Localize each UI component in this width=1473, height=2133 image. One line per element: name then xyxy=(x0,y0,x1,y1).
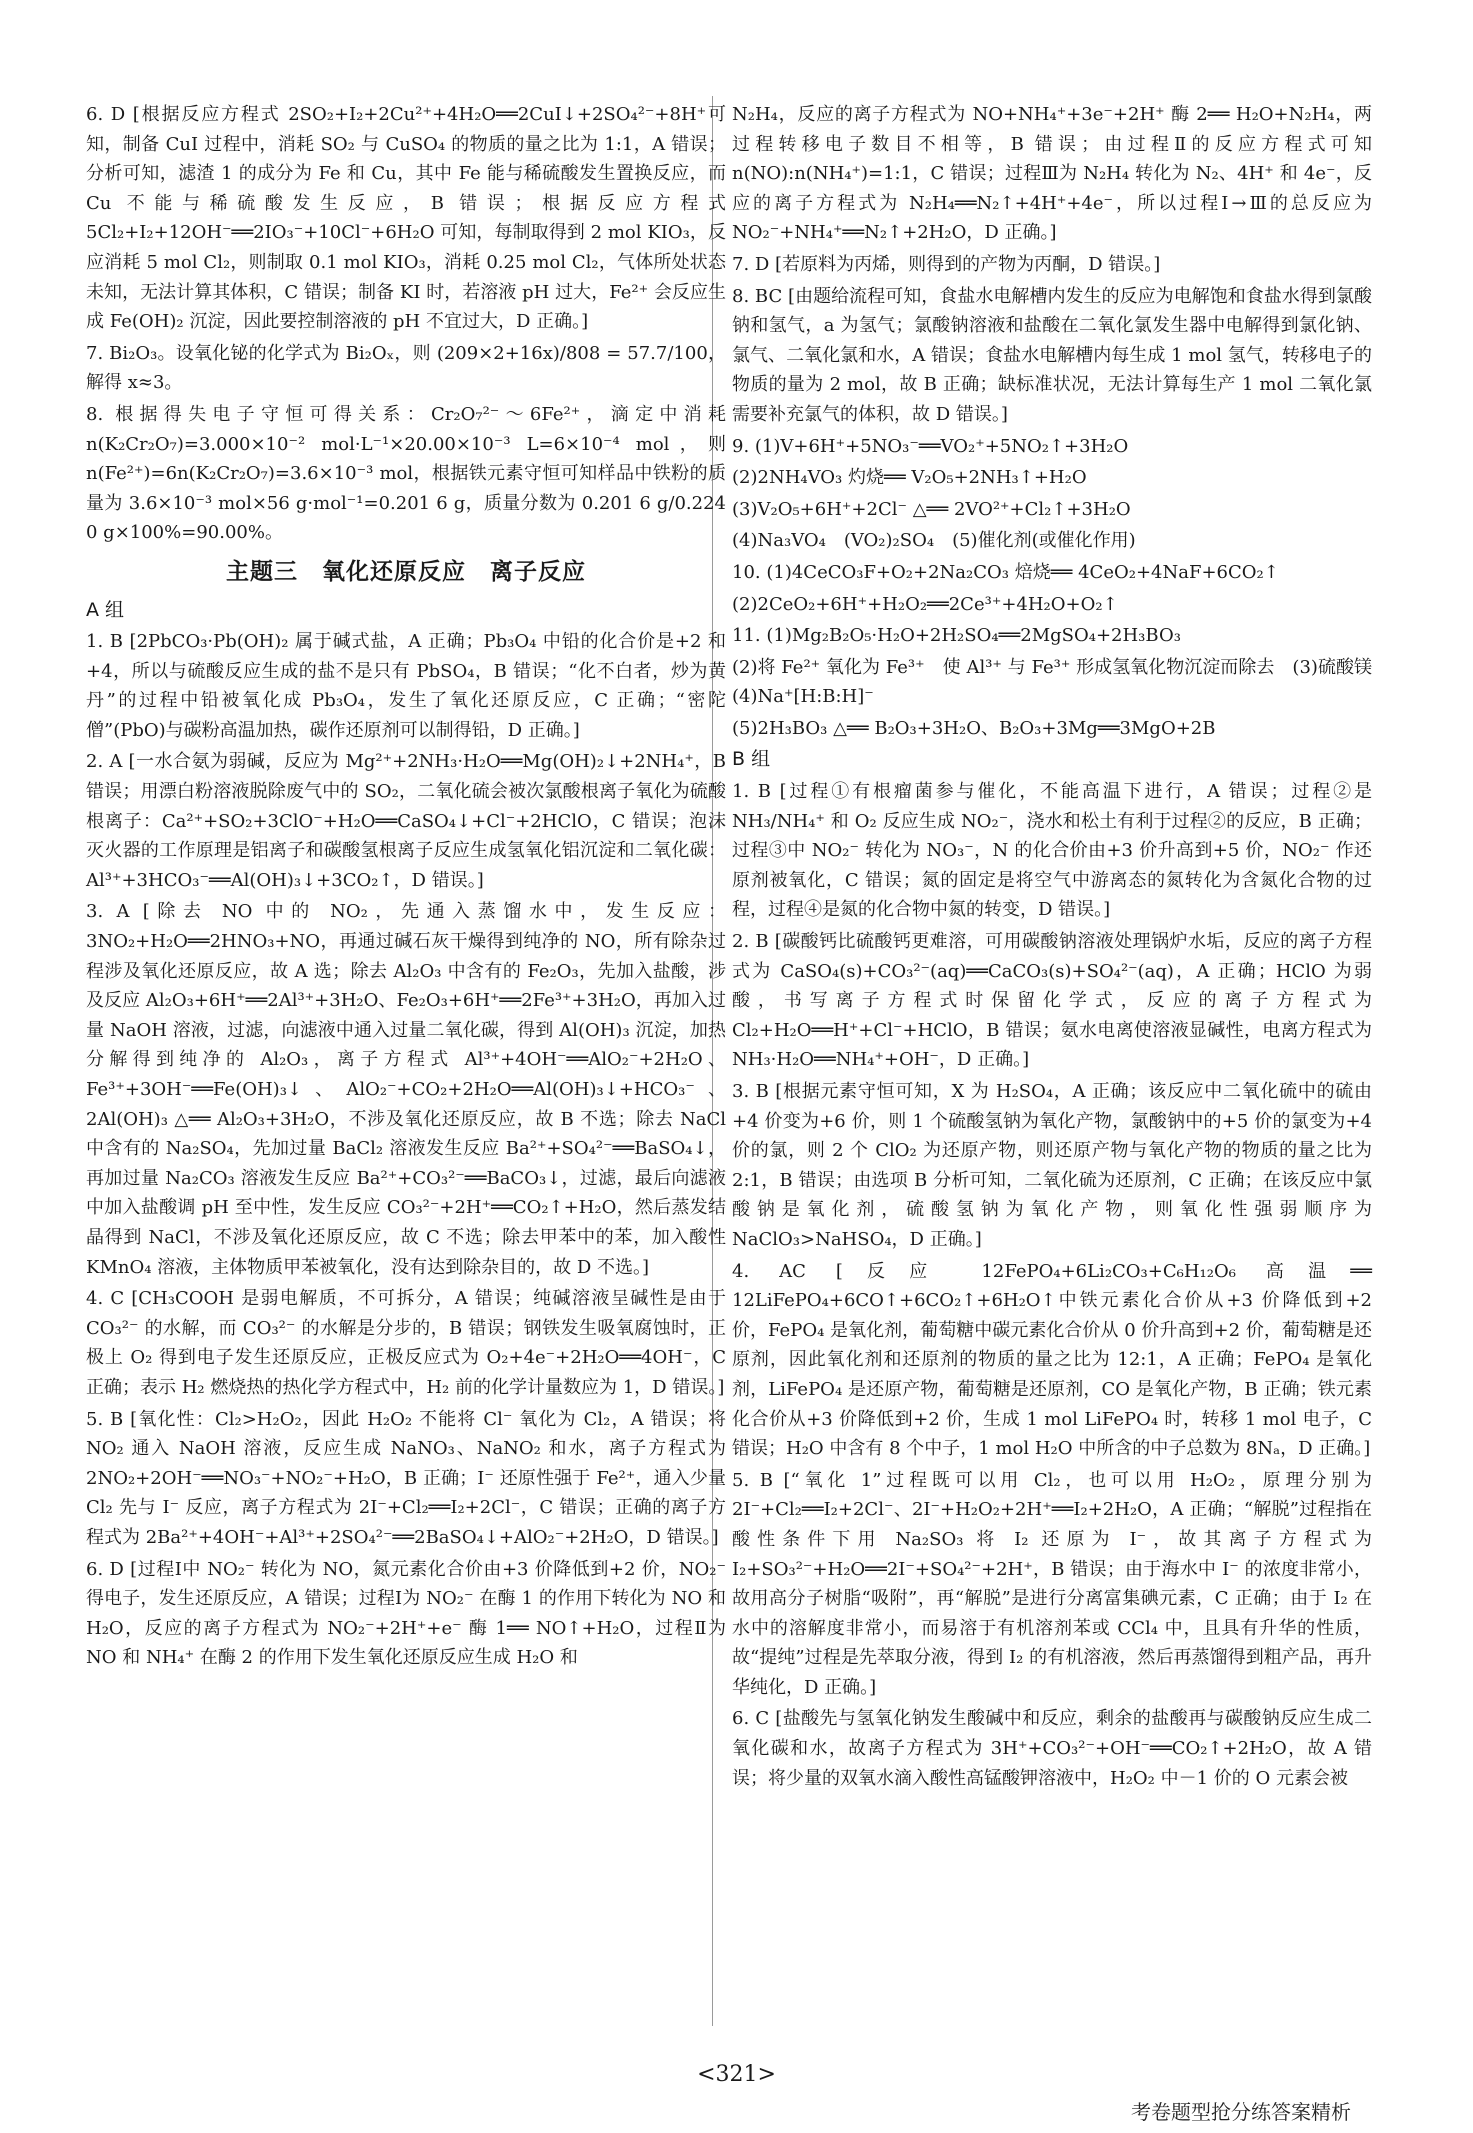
answer-item: N₂H₄，反应的离子方程式为 NO+NH₄⁺+3e⁻+2H⁺ 酶 2══ H₂O+N₂H₄，两过程转移电子数目不相等，B 错误；由过程Ⅱ的反应方程式可知 n(NO):n(NH₄⁺)=1:1，C 错误；过程Ⅲ为 N₂H₄ 转化为 N₂、4H⁺ 和 4e⁻，反应的离子方程式为 N₂H₄══N₂↑+4H⁺+4e⁻，所以过程Ⅰ→Ⅲ的总反应为 NO₂⁻+NH₄⁺══N₂↑+2H₂O，D 正确。] xyxy=(732,104,1372,244)
answer-item: 1. B [过程①有根瘤菌参与催化，不能高温下进行，A 错误；过程②是 NH₃/NH₄⁺ 和 O₂ 反应生成 NO₂⁻，浇水和松土有利于过程②的反应，B 正确；过程③中 NO₂⁻ 转化为 NO₃⁻，N 的化合价由+3 价升高到+5 价，NO₂⁻ 作还原剂被氧化，C 错误；氮的固定是将空气中游离态的氮转化为含氮化合物的过程，过程④是氮的化合物中氮的转变，D 错误。] xyxy=(732,781,1372,921)
answer-item: 6. D [根据反应方程式 2SO₂+I₂+2Cu²⁺+4H₂O══2CuI↓+2SO₄²⁻+8H⁺可知，制备 CuI 过程中，消耗 SO₂ 与 CuSO₄ 的物质的量之比为 1:1，A 错误；分析可知，滤渣 1 的成分为 Fe 和 Cu，其中 Fe 能与稀硫酸发生置换反应，而 Cu 不能与稀硫酸发生反应，B 错误；根据反应方程式 5Cl₂+I₂+12OH⁻══2IO₃⁻+10Cl⁻+6H₂O 可知，每制取得到 2 mol KIO₃，反应消耗 5 mol Cl₂，则制取 0.1 mol KIO₃，消耗 0.25 mol Cl₂，气体所处状态未知，无法计算其体积，C 错误；制备 KI 时，若溶液 pH 过大，Fe²⁺ 会反应生成 Fe(OH)₂ 沉淀，因此要控制溶液的 pH 不宜过大，D 正确。] xyxy=(86,104,726,333)
group-a-heading: A 组 xyxy=(86,598,125,621)
answer-item: 7. D [若原料为丙烯，则得到的产物为丙酮，D 错误。] xyxy=(732,253,1161,275)
answer-item: 11. (1)Mg₂B₂O₅·H₂O+2H₂SO₄══2MgSO₄+2H₃BO₃ xyxy=(732,625,1181,647)
answer-item: 4. C [CH₃COOH 是弱电解质，不可拆分，A 错误；纯碱溶液呈碱性是由于 CO₃²⁻ 的水解，而 CO₃²⁻ 的水解是分步的，B 错误；钢铁发生吸氧腐蚀时，正极上 O₂ 得到电子发生还原反应，正极反应式为 O₂+4e⁻+2H₂O══4OH⁻，C 正确；表示 H₂ 燃烧热的热化学方程式中，H₂ 前的化学计量数应为 1，D 错误。] xyxy=(86,1288,726,1398)
group-b-heading: B 组 xyxy=(732,748,771,771)
answer-item: 10. (1)4CeCO₃F+O₂+2Na₂CO₃ 焙烧══ 4CeO₂+4NaF+6CO₂↑ xyxy=(732,561,1279,583)
right-column xyxy=(732,100,1390,1795)
answer-item: 3. B [根据元素守恒可知，X 为 H₂SO₄，A 正确；该反应中二氧化硫中的硫由+4 价变为+6 价，则 1 个硫酸氢钠为氧化产物，氯酸钠中的+5 价的氯变为+4 价的氯，则 2 个 ClO₂ 为还原产物，则还原产物与氧化产物的物质的量之比为 2:1，B 错误；由选项 B 分析可知，二氧化硫为还原剂，C 正确；在该反应中氯酸钠是氧化剂，硫酸氢钠为氧化产物，则氧化性强弱顺序为 NaClO₃>NaHSO₄，D 正确。] xyxy=(732,1081,1372,1250)
answer-item: (2)将 Fe²⁺ 氧化为 Fe³⁺ 使 Al³⁺ 与 Fe³⁺ 形成氢氧化物沉淀而除去 (3)硫酸镁 (4)Na⁺[H:B:H]⁻ xyxy=(732,656,1390,708)
answer-item: 6. C [盐酸先与氢氧化钠发生酸碱中和反应，剩余的盐酸再与碳酸钠反应生成二氧化碳和水，故离子方程式为 3H⁺+CO₃²⁻+OH⁻══CO₂↑+2H₂O，故 A 错误；将少量的双氧水滴入酸性高锰酸钾溶液中，H₂O₂ 中－1 价的 O 元素会被 xyxy=(732,1708,1372,1789)
answer-item: 9. (1)V+6H⁺+5NO₃⁻══VO₂⁺+5NO₂↑+3H₂O xyxy=(732,435,1129,457)
footer-text: 考卷题型抢分练答案精析 xyxy=(1131,2100,1351,2124)
section-title: 主题三 氧化还原反应 离子反应 xyxy=(226,558,586,585)
answer-item: (2)2CeO₂+6H⁺+H₂O₂══2Ce³⁺+4H₂O+O₂↑ xyxy=(732,593,1118,615)
answer-item: 7. Bi₂O₃。设氧化铋的化学式为 Bi₂Oₓ，则 (209×2+16x)/808 = 57.7/100，解得 x≈3。 xyxy=(86,342,726,394)
answer-item: 3. A [除去 NO 中的 NO₂，先通入蒸馏水中，发生反应：3NO₂+H₂O══2HNO₃+NO，再通过碱石灰干燥得到纯净的 NO，所有除杂过程涉及氧化还原反应，故 A 选；除去 Al₂O₃ 中含有的 Fe₂O₃，先加入盐酸，涉及反应 Al₂O₃+6H⁺══2Al³⁺+3H₂O、Fe₂O₃+6H⁺══2Fe³⁺+3H₂O，再加入过量 NaOH 溶液，过滤，向滤液中通入过量二氧化碳，得到 Al(OH)₃ 沉淀，加热分解得到纯净的 Al₂O₃，离子方程式 Al³⁺+4OH⁻══AlO₂⁻+2H₂O、Fe³⁺+3OH⁻══Fe(OH)₃↓、AlO₂⁻+CO₂+2H₂O══Al(OH)₃↓+HCO₃⁻、2Al(OH)₃ △══ Al₂O₃+3H₂O，不涉及氧化还原反应，故 B 不选；除去 NaCl 中含有的 Na₂SO₄，先加过量 BaCl₂ 溶液发生反应 Ba²⁺+SO₄²⁻══BaSO₄↓，再加过量 Na₂CO₃ 溶液发生反应 Ba²⁺+CO₃²⁻══BaCO₃↓，过滤，最后向滤液中加入盐酸调 pH 至中性，发生反应 CO₃²⁻+2H⁺══CO₂↑+H₂O，然后蒸发结晶得到 NaCl，不涉及氧化还原反应，故 C 不选；除去甲苯中的苯，加入酸性 KMnO₄ 溶液，主体物质甲苯被氧化，没有达到除杂目的，故 D 不选。] xyxy=(86,901,726,1278)
answer-item: (5)2H₃BO₃ △══ B₂O₃+3H₂O、B₂O₃+3Mg══3MgO+2B xyxy=(732,717,1216,739)
page-number: <321> xyxy=(697,2062,776,2087)
answer-item: 4. AC [反应 12FePO₄+6Li₂CO₃+C₆H₁₂O₆ 高温══ 12LiFePO₄+6CO↑+6CO₂↑+6H₂O↑中铁元素化合价从+3 价降低到+2 价，FePO₄ 是氧化剂，葡萄糖中碳元素化合价从 0 价升高到+2 价，葡萄糖是还原剂，因此氧化剂和还原剂的物质的量之比为 12:1，A 正确；FePO₄ 是氧化剂，LiFePO₄ 是还原产物，葡萄糖是还原剂，CO 是氧化产物，B 正确；铁元素化合价从+3 价降低到+2 价，生成 1 mol LiFePO₄ 时，转移 1 mol 电子，C 错误；H₂O 中含有 8 个中子，1 mol H₂O 中所含的中子总数为 8Nₐ，D 正确。] xyxy=(732,1260,1372,1460)
answer-item: 8. BC [由题给流程可知，食盐水电解槽内发生的反应为电解饱和食盐水得到氯酸钠和氢气，a 为氢气；氯酸钠溶液和盐酸在二氧化氯发生器中电解得到氯化钠、氯气、二氧化氯和水，A 错误；食盐水电解槽内每生成 1 mol 氢气，转移电子的物质的量为 2 mol，故 B 正确；缺标准状况，无法计算每生产 1 mol 二氧化氯需要补充氯气的体积，故 D 错误。] xyxy=(732,285,1372,425)
answer-item: 2. A [一水合氨为弱碱，反应为 Mg²⁺+2NH₃·H₂O══Mg(OH)₂↓+2NH₄⁺，B 错误；用漂白粉溶液脱除废气中的 SO₂，二氧化硫会被次氯酸根离子氧化为硫酸根离子：Ca²⁺+SO₂+3ClO⁻+H₂O══CaSO₄↓+Cl⁻+2HClO，C 错误；泡沫灭火器的工作原理是铝离子和碳酸氢根离子反应生成氢氧化铝沉淀和二氧化碳：Al³⁺+3HCO₃⁻══Al(OH)₃↓+3CO₂↑，D 错误。] xyxy=(86,751,726,891)
answer-item: 2. B [碳酸钙比硫酸钙更难溶，可用碳酸钠溶液处理锅炉水垢，反应的离子方程式为 CaSO₄(s)+CO₃²⁻(aq)══CaCO₃(s)+SO₄²⁻(aq)，A 正确；HClO 为弱酸，书写离子方程式时保留化学式，反应的离子方程式为 Cl₂+H₂O══H⁺+Cl⁻+HClO，B 错误；氨水电离使溶液显碱性，电离方程式为 NH₃·H₂O══NH₄⁺+OH⁻，D 正确。] xyxy=(732,931,1372,1071)
answer-item: 5. B [“氧化 1”过程既可以用 Cl₂，也可以用 H₂O₂，原理分别为 2I⁻+Cl₂══I₂+2Cl⁻、2I⁻+H₂O₂+2H⁺══I₂+2H₂O，A 正确；“解脱”过程指在酸性条件下用 Na₂SO₃ 将 I₂ 还原为 I⁻，故其离子方程式为 I₂+SO₃²⁻+H₂O══2I⁻+SO₄²⁻+2H⁺，B 错误；由于海水中 I⁻ 的浓度非常小，故用高分子树脂“吸附”，再“解脱”是进行分离富集碘元素，C 正确；由于 I₂ 在水中的溶解度非常小，而易溶于有机溶剂苯或 CCl₄ 中，且具有升华的性质，故“提纯”过程是先萃取分液，得到 I₂ 的有机溶液，然后再蒸馏得到粗产品，再升华纯化，D 正确。] xyxy=(732,1469,1372,1698)
answer-item: (2)2NH₄VO₃ 灼烧══ V₂O₅+2NH₃↑+H₂O xyxy=(732,467,1087,489)
answer-item: 5. B [氧化性：Cl₂>H₂O₂，因此 H₂O₂ 不能将 Cl⁻ 氧化为 Cl₂，A 错误；将 NO₂ 通入 NaOH 溶液，反应生成 NaNO₃、NaNO₂ 和水，离子方程式为 2NO₂+2OH⁻══NO₃⁻+NO₂⁻+H₂O，B 正确；I⁻ 还原性强于 Fe²⁺，通入少量 Cl₂ 先与 I⁻ 反应，离子方程式为 2I⁻+Cl₂══I₂+2Cl⁻，C 错误；正确的离子方程式为 2Ba²⁺+4OH⁻+Al³⁺+2SO₄²⁻══2BaSO₄↓+AlO₂⁻+2H₂O，D 错误。] xyxy=(86,1408,726,1548)
answer-item: (3)V₂O₅+6H⁺+2Cl⁻ △══ 2VO²⁺+Cl₂↑+3H₂O xyxy=(732,498,1131,520)
answer-item: (4)Na₃VO₄ (VO₂)₂SO₄ (5)催化剂(或催化作用) xyxy=(732,530,1136,552)
answer-item: 1. B [2PbCO₃·Pb(OH)₂ 属于碱式盐，A 正确；Pb₃O₄ 中铅的化合价是+2 和+4，所以与硫酸反应生成的盐不是只有 PbSO₄，B 错误；“化不白者，炒为黄丹”的过程中铅被氧化成 Pb₃O₄，发生了氧化还原反应，C 正确；“密陀僧”(PbO)与碳粉高温加热，碳作还原剂可以制得铅，D 正确。] xyxy=(86,631,726,741)
answer-item: 6. D [过程Ⅰ中 NO₂⁻ 转化为 NO，氮元素化合价由+3 价降低到+2 价，NO₂⁻ 得电子，发生还原反应，A 错误；过程Ⅰ为 NO₂⁻ 在酶 1 的作用下转化为 NO 和 H₂O，反应的离子方程式为 NO₂⁻+2H⁺+e⁻ 酶 1══ NO↑+H₂O，过程Ⅱ为 NO 和 NH₄⁺ 在酶 2 的作用下发生氧化还原反应生成 H₂O 和 xyxy=(86,1558,726,1669)
left-column xyxy=(86,100,726,1675)
answer-item: 8. 根据得失电子守恒可得关系：Cr₂O₇²⁻～6Fe²⁺，滴定中消耗 n(K₂Cr₂O₇)=3.000×10⁻² mol·L⁻¹×20.00×10⁻³ L=6×10⁻⁴ mol，则 n(Fe²⁺)=6n(K₂Cr₂O₇)=3.6×10⁻³ mol，根据铁元素守恒可知样品中铁粉的质量为 3.6×10⁻³ mol×56 g·mol⁻¹=0.201 6 g，质量分数为 0.201 6 g/0.224 0 g×100%=90.00%。 xyxy=(86,403,726,544)
